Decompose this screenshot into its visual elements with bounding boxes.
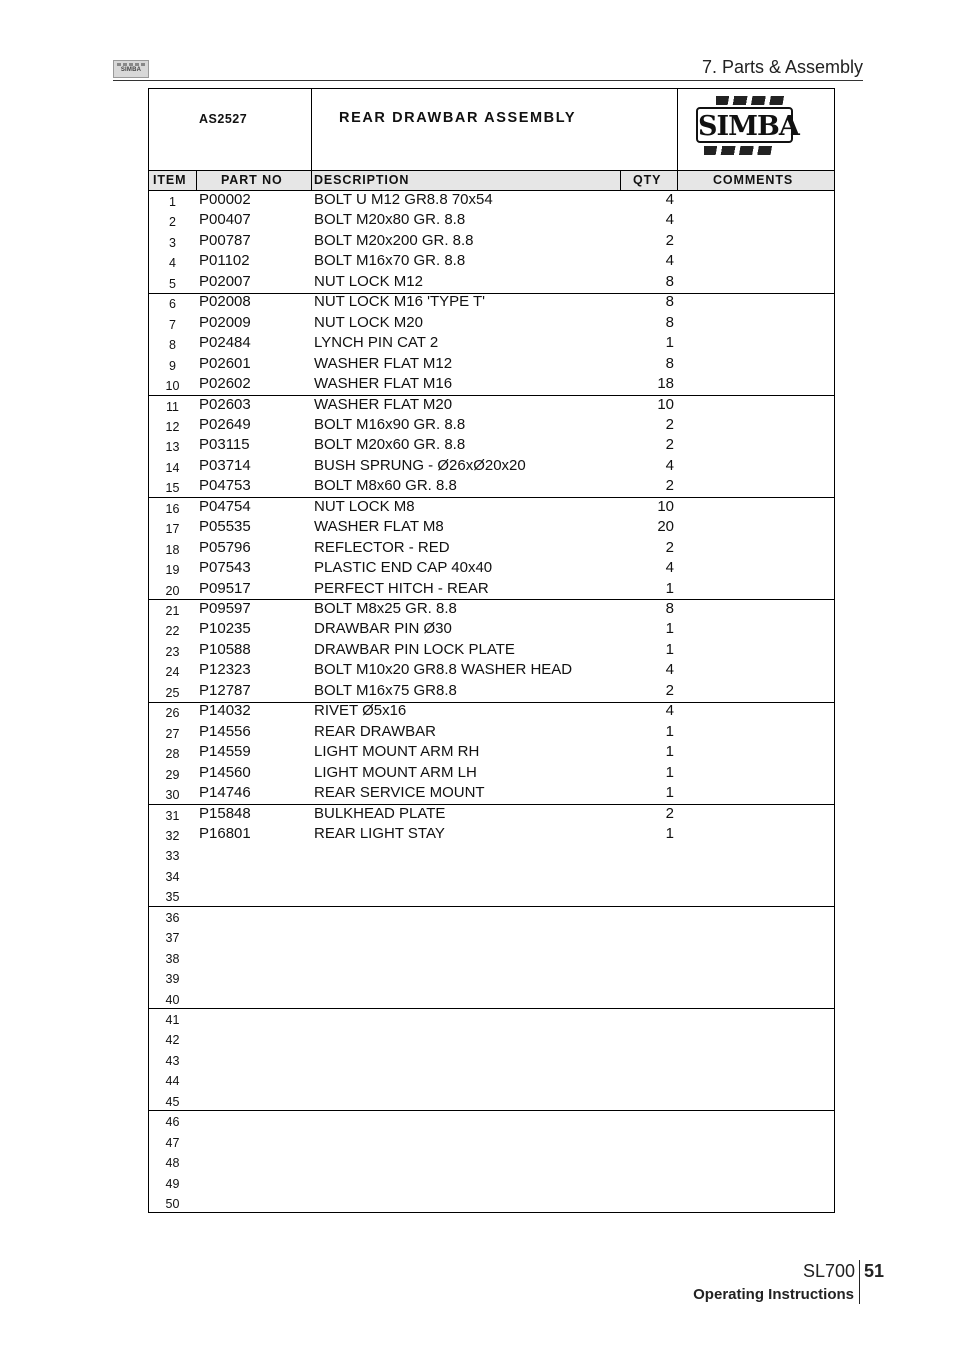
row-part-no: P14560 — [199, 763, 251, 781]
row-item: 29 — [165, 767, 180, 782]
row-item: 28 — [165, 747, 180, 762]
row-description: BUSH SPRUNG - Ø26xØ20x20 — [314, 456, 526, 474]
row-part-no: P02602 — [199, 375, 251, 393]
row-description: BOLT M16x70 GR. 8.8 — [314, 252, 466, 270]
row-item: 41 — [165, 1013, 180, 1027]
row-part-no: P02601 — [199, 354, 251, 372]
row-description: BOLT M16x75 GR8.8 — [314, 681, 457, 699]
row-part-no: P12323 — [199, 661, 251, 679]
table-row — [149, 252, 834, 273]
row-qty: 4 — [665, 559, 674, 577]
table-row — [149, 1193, 834, 1214]
col-comments-header: COMMENTS — [713, 173, 794, 187]
row-description: BOLT M20x200 GR. 8.8 — [314, 231, 474, 249]
col-description-header: DESCRIPTION — [314, 173, 410, 187]
row-part-no: P14032 — [199, 702, 251, 720]
row-qty: 4 — [665, 252, 674, 270]
row-description: LYNCH PIN CAT 2 — [314, 334, 439, 352]
logo-stripes — [117, 63, 145, 66]
row-description: NUT LOCK M20 — [314, 313, 423, 331]
table-row — [149, 968, 834, 989]
table-row — [149, 355, 834, 376]
row-qty: 10 — [657, 497, 674, 515]
row-description: REAR SERVICE MOUNT — [314, 784, 485, 802]
row-description: DRAWBAR PIN Ø30 — [314, 620, 452, 638]
table-row — [149, 1173, 834, 1194]
logo-bars-top — [716, 96, 784, 105]
header-logo — [113, 60, 149, 78]
table-row — [149, 702, 834, 723]
row-item: 1 — [169, 195, 176, 209]
table-row — [149, 232, 834, 253]
page-number: 51 — [864, 1261, 885, 1281]
row-item: 6 — [169, 297, 176, 312]
table-row — [149, 784, 834, 805]
table-row — [149, 723, 834, 744]
row-qty: 8 — [665, 293, 674, 311]
row-qty: 8 — [665, 272, 674, 290]
row-part-no: P02008 — [199, 293, 251, 311]
row-item: 19 — [165, 563, 180, 578]
row-item: 2 — [169, 215, 176, 230]
row-item: 23 — [165, 644, 180, 659]
row-item: 12 — [165, 419, 180, 434]
row-item: 24 — [165, 665, 180, 680]
table-row — [149, 1050, 834, 1071]
row-part-no: P10235 — [199, 620, 251, 638]
document-subtitle: Operating Instructions — [693, 1286, 854, 1303]
row-item: 48 — [165, 1156, 180, 1171]
row-part-no: P16801 — [199, 824, 251, 842]
row-item: 9 — [169, 358, 176, 373]
assembly-title: REAR DRAWBAR ASSEMBLY — [339, 110, 577, 126]
row-part-no: P03714 — [199, 456, 251, 474]
row-description: WASHER FLAT M12 — [314, 354, 453, 372]
table-row — [149, 1091, 834, 1112]
row-qty: 18 — [657, 375, 674, 393]
table-row — [149, 641, 834, 662]
table-row — [149, 886, 834, 907]
row-qty: 1 — [665, 743, 674, 761]
assembly-code: AS2527 — [199, 112, 248, 126]
table-row — [149, 457, 834, 478]
table-row — [149, 580, 834, 601]
row-part-no: P02484 — [199, 334, 251, 352]
table-row — [149, 927, 834, 948]
row-qty: 1 — [665, 763, 674, 781]
table-row — [149, 1009, 834, 1030]
table-row — [149, 1029, 834, 1050]
row-item: 43 — [165, 1053, 180, 1068]
table-row — [149, 191, 834, 212]
row-item: 3 — [169, 235, 176, 250]
row-item: 8 — [169, 338, 176, 353]
row-qty: 1 — [665, 722, 674, 740]
table-row — [149, 866, 834, 887]
row-part-no: P09597 — [199, 600, 251, 617]
row-description: NUT LOCK M8 — [314, 497, 415, 515]
table-row — [149, 518, 834, 539]
simba-logo — [696, 96, 799, 158]
table-row — [149, 600, 834, 621]
row-item: 20 — [165, 583, 180, 598]
row-item: 33 — [165, 849, 180, 864]
logo-box — [696, 107, 799, 143]
row-description: REFLECTOR - RED — [314, 538, 450, 556]
row-description: BOLT U M12 GR8.8 70x54 — [314, 191, 493, 208]
row-part-no: P14559 — [199, 743, 251, 761]
row-description: WASHER FLAT M20 — [314, 395, 453, 413]
table-row — [149, 907, 834, 928]
row-item: 38 — [165, 951, 180, 966]
row-part-no: P05796 — [199, 538, 251, 556]
section-title: 7. Parts & Assembly — [701, 57, 863, 77]
row-item: 36 — [165, 910, 180, 925]
row-description: PLASTIC END CAP 40x40 — [314, 559, 493, 577]
row-item: 14 — [165, 460, 180, 475]
row-item: 44 — [165, 1074, 180, 1089]
row-qty: 2 — [665, 804, 674, 822]
table-row — [149, 661, 834, 682]
table-row — [149, 559, 834, 580]
logo-text: SIMBA — [698, 111, 799, 142]
row-qty: 1 — [665, 579, 674, 597]
divider-item-col — [196, 171, 197, 190]
row-description: LIGHT MOUNT ARM RH — [314, 743, 480, 761]
row-item: 40 — [165, 992, 180, 1007]
row-item: 46 — [165, 1115, 180, 1130]
row-qty: 1 — [665, 784, 674, 802]
row-description: WASHER FLAT M8 — [314, 518, 444, 536]
row-item: 18 — [165, 542, 180, 557]
row-qty: 1 — [665, 334, 674, 352]
row-qty: 4 — [665, 661, 674, 679]
row-description: RIVET Ø5x16 — [314, 702, 407, 720]
row-part-no: P00787 — [199, 231, 251, 249]
table-row — [149, 764, 834, 785]
row-part-no: P02603 — [199, 395, 251, 413]
row-qty: 2 — [665, 538, 674, 556]
row-item: 25 — [165, 685, 180, 700]
row-part-no: P09517 — [199, 579, 251, 597]
row-qty: 1 — [665, 620, 674, 638]
row-item: 4 — [169, 256, 176, 271]
row-qty: 20 — [657, 518, 674, 536]
row-description: BOLT M20x80 GR. 8.8 — [314, 211, 466, 229]
row-description: BOLT M10x20 GR8.8 WASHER HEAD — [314, 661, 573, 679]
row-part-no: P14556 — [199, 722, 251, 740]
row-part-no: P15848 — [199, 804, 251, 822]
table-row — [149, 682, 834, 703]
row-item: 5 — [169, 276, 176, 291]
row-item: 35 — [165, 890, 180, 905]
row-description: WASHER FLAT M16 — [314, 375, 453, 393]
row-qty: 8 — [665, 313, 674, 331]
row-part-no: P02009 — [199, 313, 251, 331]
row-qty: 2 — [665, 231, 674, 249]
table-row — [149, 293, 834, 314]
col-qty-header: QTY — [633, 173, 662, 187]
table-row — [149, 314, 834, 335]
row-qty: 1 — [665, 640, 674, 658]
table-row — [149, 436, 834, 457]
col-item-header: ITEM — [153, 173, 187, 187]
row-item: 47 — [165, 1135, 180, 1150]
row-part-no: P07543 — [199, 559, 251, 577]
row-part-no: P02007 — [199, 272, 251, 290]
row-item: 15 — [165, 481, 180, 496]
table-row — [149, 620, 834, 641]
table-row — [149, 743, 834, 764]
table-row — [149, 334, 834, 355]
row-part-no: P00407 — [199, 211, 251, 229]
row-description: DRAWBAR PIN LOCK PLATE — [314, 640, 515, 658]
table-row — [149, 1111, 834, 1132]
row-description: REAR LIGHT STAY — [314, 824, 445, 842]
row-item: 39 — [165, 972, 180, 987]
table-row — [149, 805, 834, 826]
row-item: 30 — [165, 788, 180, 803]
row-qty: 4 — [665, 211, 674, 229]
table-row — [149, 211, 834, 232]
row-qty: 8 — [665, 354, 674, 372]
row-description: BULKHEAD PLATE — [314, 804, 446, 822]
row-part-no: P01102 — [199, 252, 250, 270]
row-qty: 4 — [665, 191, 674, 208]
table-row — [149, 273, 834, 294]
row-item: 10 — [165, 379, 180, 394]
row-part-no: P00002 — [199, 191, 251, 208]
header-logo-text: SIMBA — [120, 67, 142, 73]
footer-separator — [859, 1260, 860, 1304]
row-qty: 1 — [665, 824, 674, 842]
table-row — [149, 825, 834, 846]
row-part-no: P02649 — [199, 415, 251, 433]
table-row — [149, 396, 834, 417]
row-qty: 4 — [665, 456, 674, 474]
row-qty: 10 — [657, 395, 674, 413]
row-item: 26 — [165, 706, 180, 721]
row-item: 27 — [165, 726, 180, 741]
row-qty: 4 — [665, 702, 674, 720]
row-item: 45 — [165, 1094, 180, 1109]
row-item: 7 — [169, 317, 176, 332]
model-name: SL700 — [802, 1261, 855, 1281]
rule-header-top — [148, 170, 835, 171]
table-row — [149, 375, 834, 396]
row-part-no: P04754 — [199, 497, 251, 515]
row-qty: 8 — [665, 600, 674, 617]
row-item: 31 — [165, 808, 180, 823]
row-item: 49 — [165, 1176, 180, 1191]
row-item: 11 — [166, 399, 179, 414]
row-description: BOLT M8x60 GR. 8.8 — [314, 477, 457, 495]
header-rule — [113, 80, 863, 81]
table-row — [149, 498, 834, 519]
row-item: 34 — [165, 869, 180, 884]
table-row — [149, 1152, 834, 1173]
row-part-no: P04753 — [199, 477, 251, 495]
row-description: LIGHT MOUNT ARM LH — [314, 763, 477, 781]
table-row — [149, 948, 834, 969]
row-item: 32 — [165, 828, 180, 843]
row-item: 22 — [165, 624, 180, 639]
row-part-no: P03115 — [199, 436, 250, 454]
row-part-no: P14746 — [199, 784, 251, 802]
row-description: BOLT M16x90 GR. 8.8 — [314, 415, 466, 433]
row-item: 13 — [165, 440, 180, 455]
row-description: NUT LOCK M12 — [314, 272, 423, 290]
row-part-no: P12787 — [199, 681, 251, 699]
row-part-no: P05535 — [199, 518, 251, 536]
divider-title-left — [311, 88, 312, 190]
row-description: REAR DRAWBAR — [314, 722, 436, 740]
logo-bars-bottom — [704, 146, 772, 155]
table-row — [149, 539, 834, 560]
table-row — [149, 416, 834, 437]
row-description: BOLT M8x25 GR. 8.8 — [314, 600, 457, 617]
row-item: 21 — [165, 604, 180, 618]
table-row — [149, 477, 834, 498]
row-item: 16 — [165, 501, 180, 516]
row-part-no: P10588 — [199, 640, 251, 658]
col-partno-header: PART NO — [221, 173, 283, 187]
row-qty: 2 — [665, 436, 674, 454]
divider-title-right — [677, 88, 678, 190]
table-row — [149, 845, 834, 866]
row-qty: 2 — [665, 415, 674, 433]
row-description: NUT LOCK M16 'TYPE T' — [314, 293, 486, 311]
row-item: 17 — [165, 522, 180, 537]
table-row — [149, 989, 834, 1010]
row-item: 42 — [165, 1033, 180, 1048]
table-row — [149, 1132, 834, 1153]
table-row — [149, 1070, 834, 1091]
row-description: PERFECT HITCH - REAR — [314, 579, 489, 597]
row-description: BOLT M20x60 GR. 8.8 — [314, 436, 466, 454]
row-qty: 2 — [665, 477, 674, 495]
row-item: 50 — [165, 1197, 180, 1212]
row-qty: 2 — [665, 681, 674, 699]
divider-desc-col — [620, 171, 621, 190]
row-item: 37 — [165, 931, 180, 946]
